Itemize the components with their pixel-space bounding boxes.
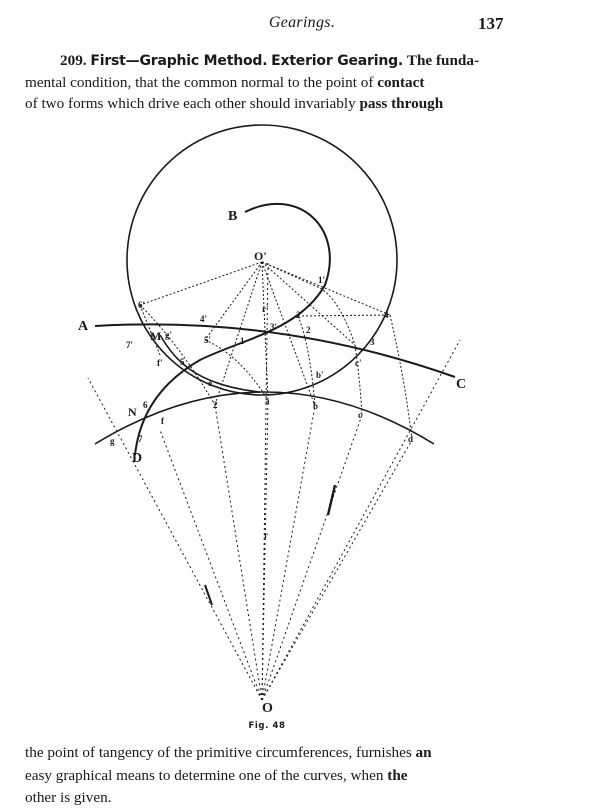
label-c-prime: c'	[355, 358, 362, 368]
label-1: 1	[240, 336, 245, 346]
curve-a-c	[95, 324, 455, 377]
label-3p: 3'	[270, 322, 278, 332]
gearing-figure	[0, 120, 604, 720]
label-a: a	[265, 396, 270, 406]
radii-upper	[140, 262, 390, 406]
label-f: f	[161, 416, 164, 426]
label-O-prime: O'	[254, 249, 267, 263]
label-b-prime: b'	[316, 370, 324, 380]
label-d: d	[408, 434, 414, 444]
label-r-prime: r'	[262, 304, 269, 314]
label-2: 2	[306, 325, 311, 335]
section-number: 209.	[60, 52, 87, 69]
label-b: b	[313, 401, 319, 411]
paragraph-line-2: mental condition, that the common normal to the point of	[25, 74, 378, 91]
label-f-prime: f'	[157, 358, 163, 368]
continuation-line-3: other is given.	[25, 789, 112, 806]
section-subtitle: Exterior Gearing.	[271, 53, 404, 69]
label-5p: 5'	[204, 335, 212, 345]
label-4: 4	[384, 310, 389, 320]
label-1p: 1'	[318, 275, 326, 285]
continuation-line-2: easy graphical means to determine one of the curves, when	[25, 766, 388, 784]
label-7: 7	[138, 434, 143, 444]
label-c: c	[358, 410, 362, 420]
paragraph-line-3: of two forms which drive each other should invariably	[25, 95, 360, 112]
section-paragraph	[25, 50, 515, 114]
paragraph-line-2-bold: contact	[377, 74, 425, 91]
figure-caption: Fig. 48	[248, 721, 286, 731]
section-title: First—Graphic Method.	[90, 53, 268, 69]
label-r: r	[264, 530, 268, 540]
paragraph-start: The funda-	[406, 52, 480, 69]
label-B: B	[228, 209, 238, 224]
label-e: e	[208, 378, 212, 388]
label-6: 6	[143, 400, 148, 410]
label-g-prime: g'	[165, 330, 173, 340]
label-2p: 2'	[296, 310, 304, 320]
label-4p: 4'	[200, 314, 208, 324]
label-O: O	[262, 701, 273, 716]
label-C: C	[456, 377, 467, 392]
label-3: 3	[370, 337, 375, 347]
label-N: N	[128, 405, 137, 419]
continuation-line-2-bold: the	[387, 766, 408, 784]
continuation-line-1: the point of tangency of the primitive circumferences, furnishes	[25, 744, 416, 761]
continuation-line-1-bold: an	[415, 744, 432, 761]
continuation-paragraph	[25, 742, 515, 810]
label-M: M	[150, 329, 162, 343]
label-5: 5	[180, 357, 185, 367]
label-A: A	[78, 319, 89, 334]
label-g: g	[110, 436, 115, 446]
paragraph-line-3-bold: pass through	[359, 95, 444, 112]
label-D: D	[132, 451, 143, 466]
label-6p: 6'	[138, 300, 146, 310]
running-header: Gearings.	[268, 14, 336, 31]
label-7p: 7'	[126, 340, 134, 350]
page-number: 137	[478, 14, 504, 33]
label-2-lower: 2	[213, 400, 218, 410]
